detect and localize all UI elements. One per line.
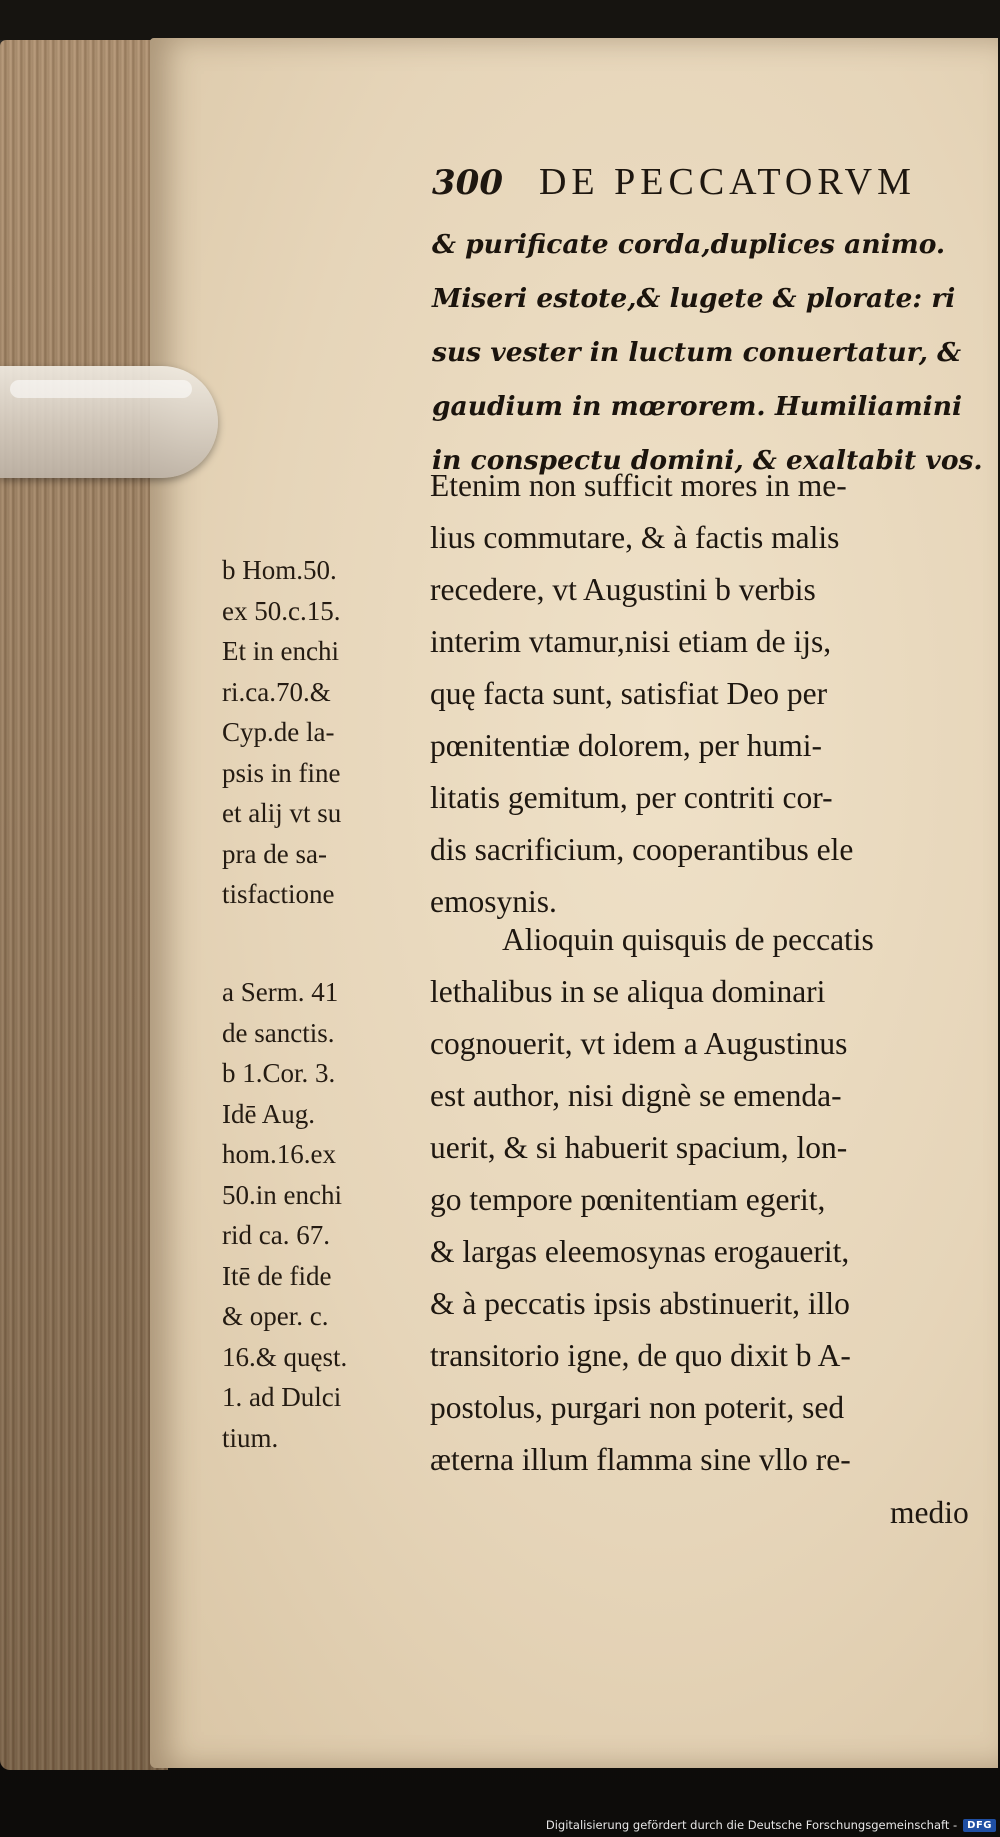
margin-line: et alij vt su [222, 798, 342, 828]
text-line: est author, nisi dignè se emenda- [430, 1078, 842, 1113]
text-line: lius commutare, & à factis malis [430, 520, 840, 555]
text-line: & largas eleemosynas erogauerit, [430, 1234, 850, 1269]
text-line: interim vtamur,nisi etiam de ijs, [430, 624, 832, 659]
italic-quotation [432, 218, 992, 488]
margin-line: 16.& quęst. [222, 1341, 348, 1372]
margin-line: Itē de fide [222, 1260, 332, 1291]
catchword: medio [890, 1495, 969, 1530]
margin-line: ri.ca.70.& [222, 676, 331, 707]
margin-line: Idē Aug. [222, 1098, 315, 1129]
page-header [432, 160, 972, 216]
digitization-credit [546, 1815, 996, 1835]
running-head: DE PECCATORVM [538, 161, 916, 203]
margin-line: tisfactione [222, 879, 335, 909]
book-page-edges [0, 40, 168, 1770]
page-holder-clip [0, 366, 218, 478]
margin-line: b 1.Cor. 3. [222, 1058, 336, 1088]
dfg-logo-icon: DFG [963, 1819, 996, 1832]
text-line: & purificate corda,duplices animo. [432, 229, 946, 260]
text-line: pœnitentiæ dolorem, per humi- [430, 728, 822, 763]
margin-line: 1. ad Dulci [222, 1382, 342, 1412]
margin-line: & oper. c. [222, 1301, 329, 1331]
text-line: Miseri estote,& lugete & plorate: ri [432, 283, 956, 314]
margin-note-1 [222, 550, 341, 915]
text-line: uerit, & si habuerit spacium, lon- [430, 1130, 848, 1165]
text-line: quę facta sunt, satisfiat Deo per [430, 676, 828, 711]
margin-line: rid ca. 67. [222, 1220, 330, 1250]
text-line: litatis gemitum, per contriti cor- [430, 780, 833, 815]
text-line: æterna illum flamma sine vllo re- [430, 1442, 851, 1477]
margin-line: b Hom.50. [222, 555, 337, 585]
margin-line: ex 50.c.15. [222, 595, 341, 626]
margin-line: de sanctis. [222, 1017, 335, 1048]
page-number: 300 [432, 163, 503, 203]
text-line: emosynis. [430, 884, 557, 919]
text-line: cognouerit, vt idem a Augustinus [430, 1026, 848, 1061]
margin-line: psis in fine [222, 757, 341, 788]
text-line: Alioquin quisquis de peccatis [502, 922, 874, 957]
margin-line: Et in enchi [222, 636, 339, 666]
margin-line: pra de sa- [222, 838, 327, 869]
text-line: gaudium in mœrorem. Humiliamini [432, 391, 963, 422]
text-line: lethalibus in se aliqua dominari [430, 974, 826, 1009]
margin-line: 50.in enchi [222, 1179, 342, 1210]
credit-text: Digitalisierung gefördert durch die Deutsche Forschungsgemeinschaft - [545, 1818, 958, 1832]
margin-line: a Serm. 41 [222, 977, 339, 1007]
margin-note-2 [222, 972, 347, 1458]
text-line: go tempore pœnitentiam egerit, [430, 1182, 826, 1217]
text-line: in conspectu domini, & exaltabit vos. [432, 445, 983, 476]
text-line: transitorio igne, de quo dixit b A- [430, 1338, 851, 1373]
text-line: Etenim non sufficit mores in me- [430, 468, 847, 503]
margin-line: hom.16.ex [222, 1139, 336, 1169]
margin-line: tium. [222, 1422, 279, 1453]
text-line: recedere, vt Augustini b verbis [430, 572, 816, 607]
text-line: & à peccatis ipsis abstinuerit, illo [430, 1286, 850, 1321]
text-line: sus vester in luctum conuertatur, & [432, 337, 962, 368]
text-line: dis sacrificium, cooperantibus ele [430, 832, 854, 867]
body-paragraph-1 [430, 460, 995, 928]
margin-line: Cyp.de la- [222, 717, 335, 747]
text-line: postolus, purgari non poterit, sed [430, 1390, 845, 1425]
body-paragraph-2 [430, 914, 995, 1486]
